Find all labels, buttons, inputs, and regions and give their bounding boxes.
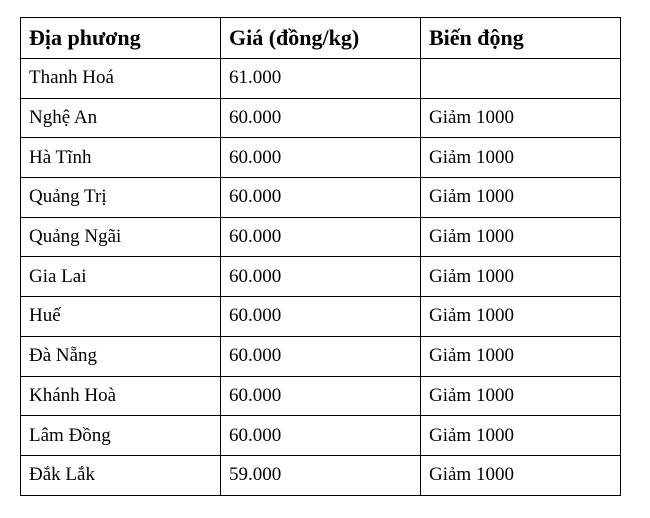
cell-locality: Gia Lai <box>21 257 221 297</box>
cell-locality: Đắk Lắk <box>21 455 221 495</box>
cell-locality: Nghệ An <box>21 98 221 138</box>
cell-price: 59.000 <box>221 455 421 495</box>
table-row <box>21 138 621 178</box>
cell-locality: Lâm Đồng <box>21 416 221 456</box>
cell-locality: Quảng Trị <box>21 178 221 218</box>
table-row <box>21 178 621 218</box>
table-row <box>21 59 621 99</box>
cell-price: 60.000 <box>221 297 421 337</box>
cell-change: Giảm 1000 <box>421 336 621 376</box>
header-price: Giá (đồng/kg) <box>221 18 421 59</box>
cell-price: 60.000 <box>221 217 421 257</box>
cell-price: 60.000 <box>221 376 421 416</box>
header-change: Biến động <box>421 18 621 59</box>
cell-change: Giảm 1000 <box>421 416 621 456</box>
cell-change: Giảm 1000 <box>421 217 621 257</box>
cell-change: Giảm 1000 <box>421 98 621 138</box>
cell-price: 60.000 <box>221 416 421 456</box>
header-locality: Địa phương <box>21 18 221 59</box>
cell-locality: Hà Tĩnh <box>21 138 221 178</box>
table-row <box>21 455 621 495</box>
cell-price: 60.000 <box>221 98 421 138</box>
cell-price: 60.000 <box>221 178 421 218</box>
header-row <box>21 18 621 59</box>
price-table <box>20 17 621 496</box>
cell-price: 60.000 <box>221 257 421 297</box>
cell-change: Giảm 1000 <box>421 138 621 178</box>
table-row <box>21 98 621 138</box>
cell-price: 60.000 <box>221 138 421 178</box>
cell-change <box>421 59 621 99</box>
cell-locality: Đà Nẵng <box>21 336 221 376</box>
cell-locality: Huế <box>21 297 221 337</box>
cell-change: Giảm 1000 <box>421 376 621 416</box>
cell-change: Giảm 1000 <box>421 257 621 297</box>
cell-price: 61.000 <box>221 59 421 99</box>
table-row <box>21 376 621 416</box>
table-row <box>21 416 621 456</box>
table-header <box>21 18 621 59</box>
table-row <box>21 336 621 376</box>
table-row <box>21 257 621 297</box>
cell-price: 60.000 <box>221 336 421 376</box>
table-body <box>21 59 621 496</box>
cell-change: Giảm 1000 <box>421 455 621 495</box>
cell-change: Giảm 1000 <box>421 178 621 218</box>
cell-locality: Thanh Hoá <box>21 59 221 99</box>
table-row <box>21 217 621 257</box>
cell-change: Giảm 1000 <box>421 297 621 337</box>
cell-locality: Quảng Ngãi <box>21 217 221 257</box>
cell-locality: Khánh Hoà <box>21 376 221 416</box>
table-row <box>21 297 621 337</box>
